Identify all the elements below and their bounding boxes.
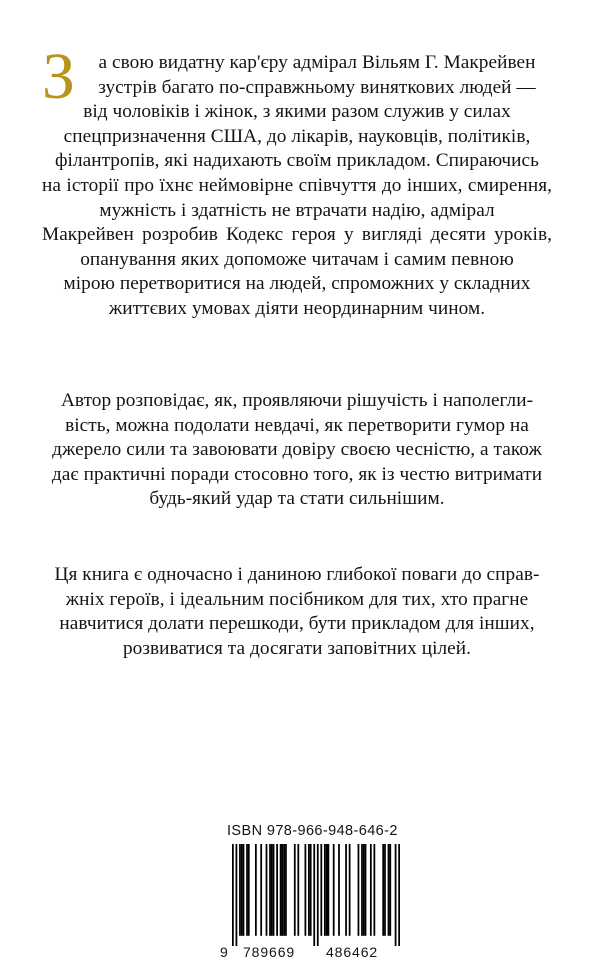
- barcode-bar: [373, 844, 375, 936]
- barcode-bar: [283, 844, 285, 936]
- barcode-bar: [370, 844, 372, 936]
- barcode-bar: [382, 844, 384, 936]
- barcode-bar: [326, 844, 328, 936]
- barcode-bar: [308, 844, 310, 936]
- isbn-label: ISBN 978-966-948-646-2: [227, 823, 398, 839]
- barcode-bar: [266, 844, 268, 936]
- barcode-bar: [239, 844, 241, 936]
- text-line: життєвих умовах діяти неординарним чином.: [108, 297, 486, 319]
- barcode-bar: [398, 844, 400, 946]
- text-line: а свою видатну кар'єру адмірал Вільям Г. Макрейвен: [98, 52, 536, 73]
- barcode-bar: [285, 844, 287, 936]
- barcode-bar: [384, 844, 386, 936]
- text-line: філантропів, які надихають своїм прикладом. Спираючись: [55, 150, 539, 172]
- text-line: зустрів багато по-справжньому виняткових людей —: [98, 76, 536, 98]
- barcode-bar: [294, 844, 296, 936]
- text-line: спецпризначення США, до лікарів, науковців, політиків,: [63, 125, 531, 147]
- barcode-bar: [255, 844, 257, 936]
- barcode-bar: [269, 844, 271, 936]
- barcode-bar: [365, 844, 367, 936]
- barcode-bar: [358, 844, 360, 936]
- barcode-bar: [246, 844, 248, 936]
- text-line: Ця книга є одночасно і даниною глибокої поваги до справ-: [54, 564, 540, 585]
- barcode-bar: [388, 844, 390, 936]
- barcode-bar: [324, 844, 326, 936]
- barcode-bar: [282, 844, 284, 936]
- description-paragraph-2: [42, 389, 552, 512]
- text-line: Макрейвен розробив Кодекс героя у вигляді десяти уроків, опанування яких допоможе читачам і самим певною: [42, 224, 552, 270]
- text-line: вість, можна подолати невдачі, як перетворити гумор на: [65, 414, 529, 436]
- ean-right-digits: 486462: [326, 944, 379, 960]
- text-line: мірою перетворитися на людей, спроможних у складних: [63, 273, 531, 295]
- barcode-bar: [320, 844, 322, 936]
- barcode-bar: [361, 844, 363, 936]
- text-line: розвиватися та досягати заповітних цілей.: [122, 637, 472, 659]
- barcode-bar: [338, 844, 340, 936]
- text-line: джерело сили та завоювати довіру своєю чесністю, а також: [52, 439, 542, 461]
- barcode-bar: [273, 844, 275, 936]
- barcode-bar: [236, 844, 238, 946]
- description-paragraph-3: [42, 563, 552, 661]
- barcode-bar: [280, 844, 282, 936]
- barcode-bar: [241, 844, 243, 936]
- text-line: жніх героїв, і ідеальним посібником для тих, хто прагне: [65, 588, 529, 610]
- barcode-bar: [305, 844, 307, 936]
- barcode-bar: [317, 844, 319, 946]
- ean-barcode: [218, 844, 418, 960]
- barcode-bar: [310, 844, 312, 936]
- text-line: дає практичні поради стосовно того, як із честю витримати: [51, 463, 543, 485]
- text-line: Автор розповідає, як, проявляючи рішучість і наполегли-: [60, 390, 534, 411]
- text-line: на історії про їхнє неймовірне співчуття до інших, смирення, мужність і здатність не втрачати надію, адмірал: [42, 174, 552, 221]
- barcode-bar: [333, 844, 335, 936]
- barcode-bars: [232, 844, 400, 946]
- text-line: від чоловіків і жінок, з якими разом служив у силах: [83, 101, 511, 123]
- barcode-bar: [327, 844, 329, 936]
- barcode-bar: [389, 844, 391, 936]
- ean-left-digits: 789669: [243, 944, 296, 960]
- ean-lead-digit: 9: [220, 944, 229, 960]
- text-line: будь-який удар та стати сильнішим.: [149, 488, 445, 510]
- barcode-bar: [271, 844, 273, 936]
- barcode-bar: [363, 844, 365, 936]
- description-paragraph-1: [42, 40, 552, 322]
- barcode-bar: [248, 844, 250, 936]
- barcode-bar: [297, 844, 299, 936]
- barcode-bar: [349, 844, 351, 936]
- barcode-bar: [276, 844, 278, 936]
- barcode-bar: [243, 844, 245, 936]
- drop-cap: З: [42, 40, 76, 113]
- barcode-bar: [345, 844, 347, 936]
- barcode-bar: [395, 844, 397, 946]
- barcode-bar: [260, 844, 262, 936]
- barcode-bar: [313, 844, 315, 946]
- barcode-bar: [232, 844, 234, 946]
- text-line: навчитися долати перешкоди, бути прикладом для інших,: [59, 613, 535, 635]
